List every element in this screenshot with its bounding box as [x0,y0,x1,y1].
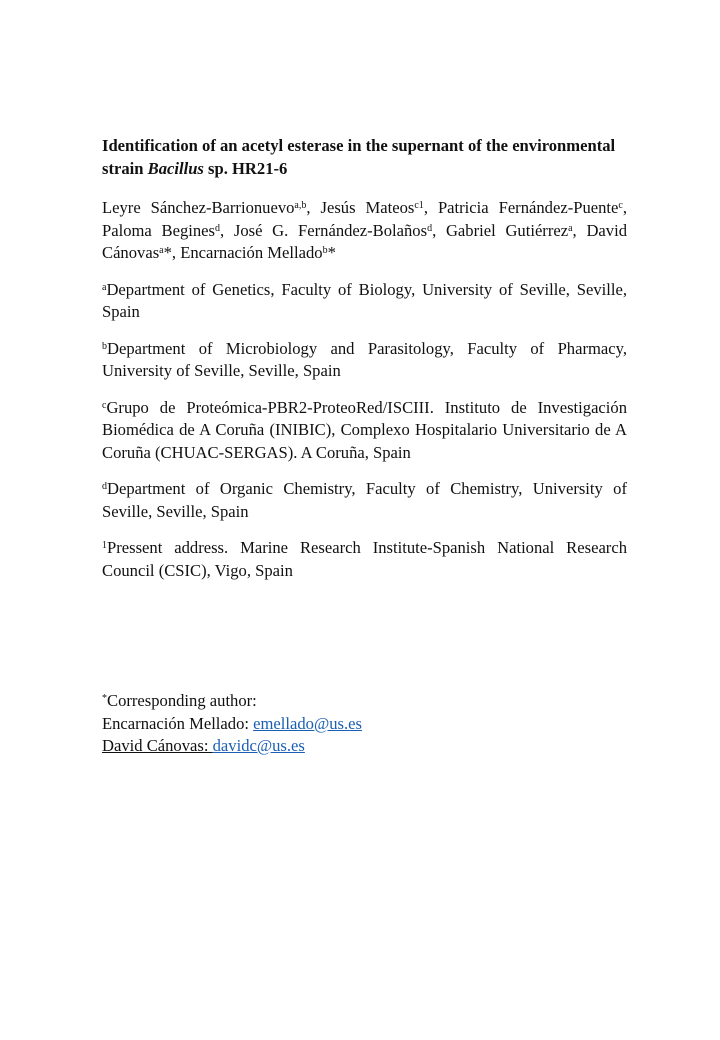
correspondence-block [102,690,627,758]
author-affiliation-marker: a [568,222,573,234]
author-separator: , [423,198,438,217]
corresponding-author-label: *Corresponding author: [102,691,257,710]
affiliation-item [102,397,627,465]
author-affiliation-marker: c [618,200,623,211]
affiliation-marker: a [102,281,107,293]
author-affiliation-marker: d [427,222,433,234]
front-matter [102,134,627,596]
affiliation-text: Pressent address. Marine Research Institute-Spanish National Research Council (CSIC), Vigo, Spain [102,538,627,580]
affiliation-text: Department of Microbiology and Parasitology, Faculty of Pharmacy, University of Seville, Seville, Spain [102,338,627,380]
contact-canovas [102,735,627,758]
email-link[interactable]: emellado@us.es [253,713,362,733]
author-affiliation-marker: b [322,245,328,256]
author-separator: , [219,220,234,240]
author-separator: , [572,220,587,240]
affiliation-text: Department of Organic Chemistry, Faculty of Chemistry, University of Seville, Seville, Spain [102,479,627,521]
author-name: Patricia Fernández-Puente [437,198,619,217]
author-separator: , [306,198,321,217]
author-name: Gabriel Gutiérrez [445,220,569,240]
title-genus: Bacillus [147,159,204,178]
author-separator: *, [163,243,181,262]
author-name: David Cánovas [102,220,627,262]
affiliation-text: Department of Genetics, Faculty of Biology, University of Seville, Seville, Spain [102,279,627,321]
author-name: Jesús Mateos [320,198,415,217]
corresponding-marker: * [102,693,107,704]
affiliation-list [102,279,627,583]
author-name: José G. Fernández-Bolaños [233,220,428,240]
contact-name: David Cánovas: [102,736,209,755]
author-separator: * [327,243,336,262]
affiliation-item [102,478,627,523]
author-affiliation-marker: c1 [414,200,424,211]
affiliation-item [102,279,627,324]
contact-name: Encarnación Mellado: [102,713,254,733]
author-affiliation-marker: d [214,222,220,234]
paper-title [102,134,627,180]
email-link[interactable]: davidc@us.es [212,736,305,755]
author-affiliation-marker: a,b [294,200,307,211]
author-name: Encarnación Mellado [180,243,323,262]
affiliation-marker: d [102,481,107,492]
title-part-1: Identification of an acetyl esterase in the supernant of the environmental strain [102,136,616,178]
title-part-2: sp. HR21-6 [203,159,288,178]
author-separator: , [432,220,446,240]
author-separator: , [622,198,627,217]
affiliation-text: Grupo de Proteómica-PBR2-ProteoRed/ISCIII. Instituto de Investigación Biomédica de A Coruña (INIBIC), Complexo Hospitalario Universitario de A Coruña (CHUAC-SERGAS). A Coruña, Spain [102,397,627,462]
affiliation-marker: c [102,399,107,411]
author-name: Paloma Begines [102,220,215,240]
author-affiliation-marker: a [159,245,164,256]
contact-mellado [102,713,627,736]
affiliation-item [102,338,627,383]
affiliation-marker: b [102,340,107,352]
author-name: Leyre Sánchez-Barrionuevo [102,198,295,217]
affiliation-marker: 1 [102,540,107,551]
author-list [102,197,627,265]
affiliation-item [102,537,627,582]
